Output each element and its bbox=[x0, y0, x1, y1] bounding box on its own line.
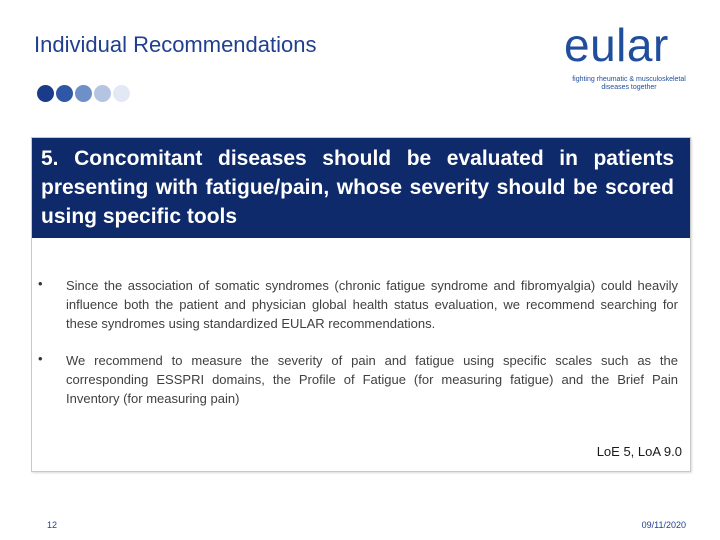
logo-tagline bbox=[564, 76, 694, 92]
dot-1 bbox=[37, 85, 54, 102]
dot-3 bbox=[75, 85, 92, 102]
recommendation-panel bbox=[31, 137, 691, 472]
dot-5 bbox=[113, 85, 130, 102]
bullet-item bbox=[32, 351, 690, 408]
bullet-text: Since the association of somatic syndromes (chronic fatigue syndrome and fibromyalgia) could heavily influence both the patient and physician global health status evaluation, we recommend searching for these syndromes using standardized EULAR recommendations. bbox=[66, 278, 678, 331]
level-of-evidence: LoE 5, LoA 9.0 bbox=[596, 444, 682, 459]
logo-word: eular bbox=[564, 19, 669, 71]
eular-logo bbox=[564, 19, 694, 92]
recommendation-bullets bbox=[32, 276, 690, 426]
bullet-item bbox=[32, 276, 690, 333]
slide-date: 09/11/2020 bbox=[641, 520, 686, 530]
recommendation-heading: 5. Concomitant diseases should be evaluated in patients presenting with fatigue/pain, whose severity should be scored using specific tools bbox=[41, 147, 674, 228]
logo-tagline-line2: diseases together bbox=[601, 84, 657, 91]
bullet-marker: • bbox=[38, 351, 43, 366]
slide-title: Individual Recommendations bbox=[34, 32, 317, 57]
bullet-marker: • bbox=[38, 276, 43, 291]
bullet-text: We recommend to measure the severity of pain and fatigue using specific scales such as the corresponding ESSPRI domains, the Profile of Fatigue (for measuring fatigue) and the Brief Pain Inventory (for measuring pain) bbox=[66, 353, 678, 406]
dot-4 bbox=[94, 85, 111, 102]
page-number: 12 bbox=[47, 520, 58, 530]
decorative-dots bbox=[37, 85, 130, 102]
recommendation-heading-band bbox=[32, 138, 690, 238]
dot-2 bbox=[56, 85, 73, 102]
logo-tagline-line1: fighting rheumatic & musculoskeletal bbox=[572, 76, 686, 83]
